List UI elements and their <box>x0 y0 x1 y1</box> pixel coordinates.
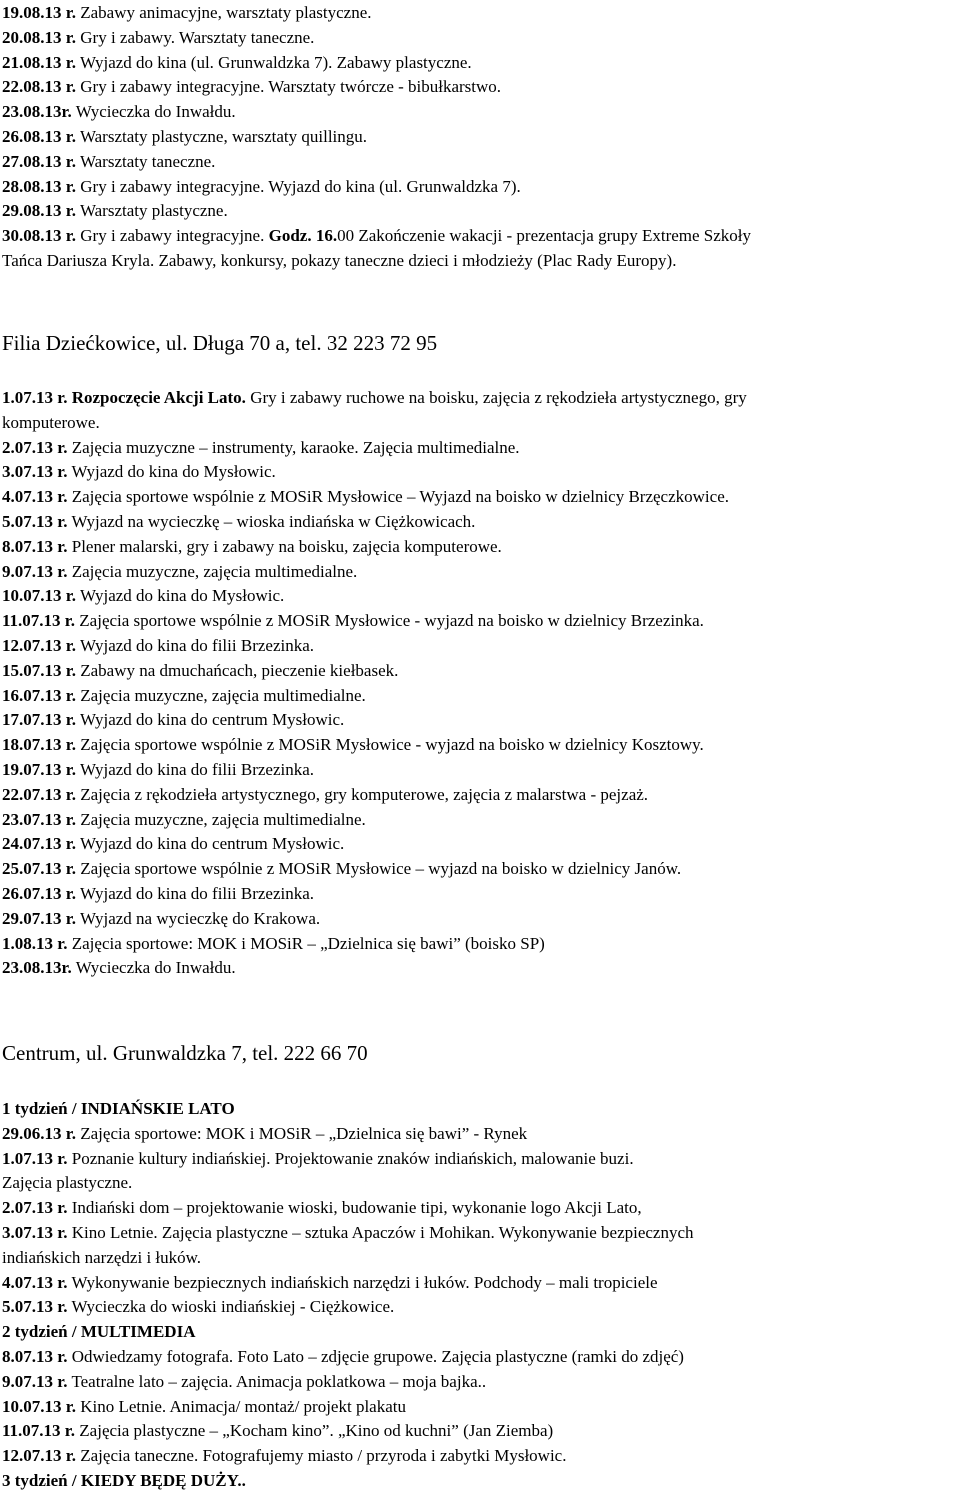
schedule-date: 23.07.13 r. <box>2 809 76 829</box>
schedule-time: Godz. 16. <box>268 226 338 246</box>
schedule-date: 29.06.13 r. <box>2 1123 76 1143</box>
heading-text: Filia Dziećkowice, ul. Długa 70 a, tel. 32 223 72 95 <box>2 331 438 355</box>
schedule-text: Warsztaty taneczne. <box>76 151 216 171</box>
schedule-text: Wyjazd do kina do Mysłowic. <box>67 462 276 482</box>
schedule-text: Zajęcia plastyczne – „Kocham kino”. „Kino od kuchni” (Jan Ziemba) <box>75 1421 554 1441</box>
schedule-date: 26.08.13 r. <box>2 127 76 146</box>
schedule-date: 11.07.13 r. <box>2 1421 76 1441</box>
schedule-date: 12.07.13 r. <box>2 636 76 655</box>
schedule-line <box>2 485 729 510</box>
schedule-text: Gry i zabawy integracyjne. <box>76 226 269 246</box>
schedule-date: 9.07.13 r. <box>2 1371 68 1391</box>
schedule-text: Poznanie kultury indiańskiej. Projektowanie znaków indiańskich, malowanie buzi. <box>67 1148 634 1168</box>
schedule-date: 23.08.13r. <box>2 958 72 978</box>
schedule-line <box>2 51 472 76</box>
schedule-date: 10.07.13 r. <box>2 1396 76 1416</box>
schedule-date: 5.07.13 r. <box>2 512 68 531</box>
schedule-line <box>2 832 344 857</box>
schedule-text: Gry i zabawy ruchowe na boisku, zajęcia z rękodzieła artystycznego, gry <box>245 388 747 407</box>
schedule-date: 28.08.13 r. <box>2 176 76 196</box>
schedule-line <box>2 1147 634 1172</box>
schedule-date: 9.07.13 r. <box>2 561 68 581</box>
schedule-date: 4.07.13 r. <box>2 1272 68 1292</box>
schedule-line <box>2 733 704 758</box>
schedule-text: Plener malarski, gry i zabawy na boisku, zajęcia komputerowe. <box>67 536 502 556</box>
schedule-text: Zajęcia taneczne. Fotografujemy miasto / przyroda i zabytki Mysłowic. <box>76 1446 567 1466</box>
schedule-date: 22.07.13 r. <box>2 784 76 804</box>
schedule-date: 16.07.13 r. <box>2 685 76 705</box>
schedule-line <box>2 1419 553 1444</box>
schedule-date: 8.07.13 r. <box>2 536 68 556</box>
schedule-date: 10.07.13 r. <box>2 586 76 606</box>
schedule-line <box>2 100 236 125</box>
schedule-text: Zajęcia sportowe wspólnie z MOSiR Mysłowice – Wyjazd na boisko w dzielnicy Brzęczkowice. <box>67 487 729 507</box>
schedule-text: Wyjazd do kina do filii Brzezinka. <box>76 760 315 779</box>
schedule-line <box>2 783 648 808</box>
schedule-text: Wycieczka do Inwałdu. <box>71 102 236 122</box>
schedule-date: 25.07.13 r. <box>2 859 76 879</box>
schedule-text: Gry i zabawy. Warsztaty taneczne. <box>76 27 315 47</box>
schedule-line <box>2 684 366 709</box>
schedule-line <box>2 386 747 411</box>
schedule-line <box>2 411 100 436</box>
schedule-date: 17.07.13 r. <box>2 710 76 730</box>
schedule-line <box>2 1196 642 1221</box>
schedule-line <box>2 1295 394 1320</box>
schedule-line <box>2 708 344 733</box>
schedule-text: Kino Letnie. Animacja/ montaż/ projekt plakatu <box>76 1396 406 1416</box>
schedule-line <box>2 224 751 249</box>
schedule-text: Zajęcia muzyczne, zajęcia multimedialne. <box>67 561 358 581</box>
schedule-line <box>2 1444 566 1469</box>
schedule-line <box>2 956 236 981</box>
schedule-date: 29.07.13 r. <box>2 908 76 928</box>
schedule-date: 30.08.13 r. <box>2 226 76 246</box>
centrum-heading <box>2 1039 368 1067</box>
schedule-line <box>2 634 314 659</box>
schedule-text: Wyjazd do kina do Mysłowic. <box>76 586 285 606</box>
schedule-text: Kino Letnie. Zajęcia plastyczne – sztuka Apaczów i Mohikan. Wykonywanie bezpiecznych <box>67 1223 694 1242</box>
schedule-line <box>2 199 228 224</box>
schedule-date: 5.07.13 r. <box>2 1297 68 1317</box>
schedule-line <box>2 1171 132 1196</box>
schedule-text: Gry i zabawy integracyjne. Warsztaty twórcze - bibułkarstwo. <box>76 77 502 97</box>
schedule-text: Wyjazd do kina (ul. Grunwaldzka 7). Zabawy plastyczne. <box>76 52 472 72</box>
schedule-line <box>2 436 520 461</box>
schedule-text: Odwiedzamy fotografa. Foto Lato – zdjęcie grupowe. Zajęcia plastyczne (ramki do zdjęć) <box>67 1347 684 1366</box>
schedule-line <box>2 1221 694 1246</box>
schedule-text: Zajęcia plastyczne. <box>2 1173 133 1193</box>
schedule-date: 21.08.13 r. <box>2 52 76 72</box>
schedule-text: Warsztaty plastyczne. <box>76 201 228 221</box>
schedule-date: 27.08.13 r. <box>2 151 76 171</box>
schedule-date: 1 tydzień / INDIAŃSKIE LATO <box>2 1099 235 1118</box>
schedule-date: 1.07.13 r. <box>2 1148 68 1168</box>
schedule-text: Zajęcia sportowe wspólnie z MOSiR Mysłowice - wyjazd na boisko w dzielnicy Brzezinka. <box>75 611 704 631</box>
schedule-text: Wyjazd na wycieczkę – wioska indiańska w Ciężkowicach. <box>67 512 476 531</box>
schedule-date: 3 tydzień / KIEDY BĘDĘ DUŻY.. <box>2 1471 246 1490</box>
schedule-text: Teatralne lato – zajęcia. Animacja poklatkowa – moja bajka.. <box>67 1371 487 1391</box>
schedule-date: 4.07.13 r. <box>2 487 68 507</box>
schedule-text: Tańca Dariusza Kryla. Zabawy, konkursy, pokazy taneczne dzieci i młodzieży (Plac Rady Europy). <box>2 251 677 270</box>
schedule-line <box>2 75 501 100</box>
schedule-text: Wyjazd do kina do centrum Mysłowic. <box>76 710 345 730</box>
schedule-text: 00 Zakończenie wakacji - prezentacja grupy Extreme Szkoły <box>337 226 752 246</box>
schedule-text: Zajęcia sportowe: MOK i MOSiR – „Dzielnica się bawi” (boisko SP) <box>67 933 545 953</box>
schedule-text: Zajęcia sportowe wspólnie z MOSiR Mysłowice - wyjazd na boisko w dzielnicy Kosztowy. <box>76 735 704 755</box>
schedule-date: 19.08.13 r. <box>2 3 76 22</box>
schedule-line <box>2 584 284 609</box>
schedule-line <box>2 560 357 585</box>
schedule-date: 8.07.13 r. <box>2 1347 68 1366</box>
schedule-line <box>2 1320 195 1345</box>
schedule-line <box>2 1395 406 1420</box>
schedule-text: Indiański dom – projektowanie wioski, budowanie tipi, wykonanie logo Akcji Lato, <box>67 1198 642 1218</box>
schedule-line <box>2 857 681 882</box>
schedule-line <box>2 659 398 684</box>
schedule-date: 2 tydzień / MULTIMEDIA <box>2 1322 196 1342</box>
schedule-date: 26.07.13 r. <box>2 884 76 903</box>
schedule-text: Gry i zabawy integracyjne. Wyjazd do kina (ul. Grunwaldzka 7). <box>76 176 521 196</box>
schedule-line <box>2 609 704 634</box>
schedule-line <box>2 249 676 274</box>
schedule-line <box>2 510 475 535</box>
schedule-line <box>2 758 314 783</box>
schedule-date: 24.07.13 r. <box>2 834 76 854</box>
schedule-text: Zabawy animacyjne, warsztaty plastyczne. <box>76 3 372 22</box>
schedule-date: 12.07.13 r. <box>2 1446 76 1466</box>
schedule-line <box>2 1370 486 1395</box>
schedule-line <box>2 1097 235 1122</box>
schedule-date: 3.07.13 r. <box>2 1223 68 1242</box>
schedule-line <box>2 1 371 26</box>
schedule-text: Zajęcia sportowe wspólnie z MOSiR Mysłowice – wyjazd na boisko w dzielnicy Janów. <box>76 859 682 879</box>
schedule-line <box>2 175 521 200</box>
schedule-text: Warsztaty plastyczne, warsztaty quillingu. <box>76 127 368 146</box>
schedule-text: Wyjazd do kina do centrum Mysłowic. <box>76 834 345 854</box>
schedule-date: 3.07.13 r. <box>2 462 68 482</box>
schedule-date: 2.07.13 r. <box>2 1198 68 1218</box>
schedule-line <box>2 26 314 51</box>
schedule-text: Wyjazd do kina do filii Brzezinka. <box>76 636 315 655</box>
schedule-text: komputerowe. <box>2 412 100 432</box>
schedule-date: 19.07.13 r. <box>2 760 76 779</box>
schedule-line <box>2 1469 246 1494</box>
schedule-line <box>2 932 545 957</box>
schedule-text: Wyjazd na wycieczkę do Krakowa. <box>76 908 321 928</box>
schedule-text: indiańskich narzędzi i łuków. <box>2 1247 202 1267</box>
schedule-line <box>2 907 320 932</box>
schedule-line <box>2 460 276 485</box>
schedule-line <box>2 150 215 175</box>
schedule-date: 1.07.13 r. Rozpoczęcie Akcji Lato. <box>2 388 246 407</box>
schedule-line <box>2 1246 201 1271</box>
schedule-text: Zajęcia muzyczne, zajęcia multimedialne. <box>76 685 366 705</box>
schedule-date: 22.08.13 r. <box>2 77 76 97</box>
schedule-date: 2.07.13 r. <box>2 437 68 457</box>
schedule-text: Wycieczka do wioski indiańskiej - Ciężkowice. <box>67 1297 395 1317</box>
schedule-text: Zabawy na dmuchańcach, pieczenie kiełbasek. <box>76 660 399 680</box>
schedule-date: 1.08.13 r. <box>2 933 68 953</box>
schedule-line <box>2 535 502 560</box>
schedule-line <box>2 125 367 150</box>
schedule-text: Zajęcia muzyczne – instrumenty, karaoke. Zajęcia multimedialne. <box>67 437 520 457</box>
schedule-text: Zajęcia z rękodzieła artystycznego, gry komputerowe, zajęcia z malarstwa - pejzaż. <box>76 784 649 804</box>
schedule-date: 29.08.13 r. <box>2 201 76 221</box>
schedule-date: 11.07.13 r. <box>2 611 76 631</box>
schedule-line <box>2 1122 527 1147</box>
schedule-date: 18.07.13 r. <box>2 735 76 755</box>
schedule-line <box>2 808 366 833</box>
schedule-line <box>2 1345 684 1370</box>
schedule-text: Wycieczka do Inwałdu. <box>71 958 236 978</box>
schedule-text: Wyjazd do kina do filii Brzezinka. <box>76 884 315 903</box>
heading-text: Centrum, ul. Grunwaldzka 7, tel. 222 66 70 <box>2 1041 368 1065</box>
schedule-text: Zajęcia muzyczne, zajęcia multimedialne. <box>76 809 366 829</box>
schedule-text: Zajęcia sportowe: MOK i MOSiR – „Dzielnica się bawi” - Rynek <box>76 1123 528 1143</box>
schedule-date: 23.08.13r. <box>2 102 72 122</box>
filia-heading <box>2 329 437 357</box>
schedule-date: 20.08.13 r. <box>2 27 76 47</box>
schedule-text: Wykonywanie bezpiecznych indiańskich narzędzi i łuków. Podchody – mali tropiciele <box>67 1272 658 1292</box>
schedule-line <box>2 882 314 907</box>
schedule-line <box>2 1271 658 1296</box>
schedule-date: 15.07.13 r. <box>2 660 76 680</box>
